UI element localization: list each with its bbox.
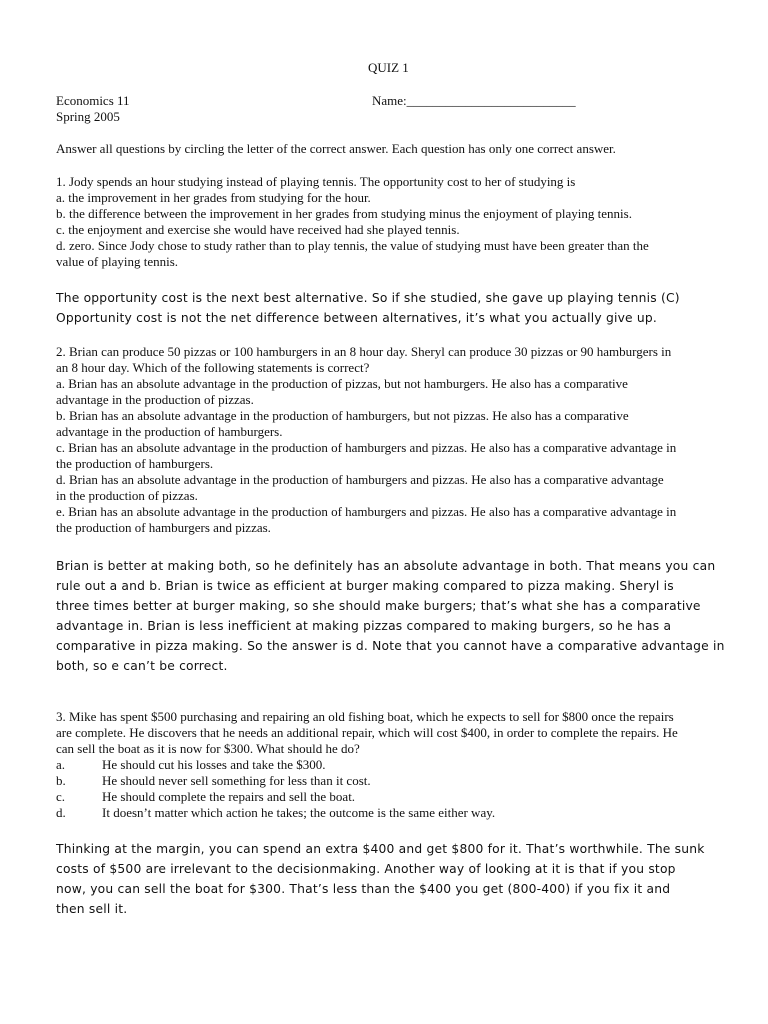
question-1-option-d: d. zero. Since Jody chose to study rather than to play tennis, the value of studying must have been greater than the [56, 238, 649, 253]
question-3-option-a [56, 757, 746, 773]
question-1-option-c: c. the enjoyment and exercise she would have received had she played tennis. [56, 222, 460, 237]
option-text: He should complete the repairs and sell the boat. [102, 789, 356, 804]
answer-2-line: comparative in pizza making. So the answer is d. Note that you cannot have a comparative advantage in [56, 639, 725, 653]
name-blank: __________________________ [406, 93, 576, 108]
answer-1-line: Opportunity cost is not the net difference between alternatives, it’s what you actually give up. [56, 311, 658, 325]
option-text: He should never sell something for less than it cost. [102, 773, 371, 788]
term: Spring 2005 [56, 109, 120, 124]
answer-3-line: then sell it. [56, 902, 128, 916]
question-2-option-b: b. Brian has an absolute advantage in the production of hamburgers, but not pizzas. He also has a comparative [56, 408, 629, 423]
question-2-option-e: e. Brian has an absolute advantage in the production of hamburgers and pizzas. He also has a comparative advantage in [56, 504, 677, 519]
question-1-option-a: a. the improvement in her grades from studying for the hour. [56, 190, 371, 205]
question-3-stem: 3. Mike has spent $500 purchasing and repairing an old fishing boat, which he expects to sell for $800 once the repairs [56, 709, 674, 724]
question-3-option-c [56, 789, 746, 805]
question-1 [56, 174, 736, 270]
name-label: Name: [372, 93, 407, 108]
option-text: It doesn’t matter which action he takes; the outcome is the same either way. [102, 805, 496, 820]
question-1-stem: 1. Jody spends an hour studying instead of playing tennis. The opportunity cost to her of studying is [56, 174, 576, 189]
answer-2-line: advantage in. Brian is less inefficient at making pizzas compared to making burgers, so he has a [56, 619, 672, 633]
answer-3 [56, 839, 746, 919]
answer-2-line: three times better at burger making, so she should make burgers; that’s what she has a comparative [56, 599, 701, 613]
question-2-stem-cont: an 8 hour day. Which of the following statements is correct? [56, 360, 370, 375]
name-field [372, 93, 576, 109]
quiz-title: QUIZ 1 [368, 60, 409, 75]
question-2-option-c: c. Brian has an absolute advantage in the production of hamburgers and pizzas. He also has a comparative advantage in [56, 440, 677, 455]
question-1-option-b: b. the difference between the improvement in her grades from studying minus the enjoyment of playing tennis. [56, 206, 632, 221]
question-1-option-d-cont: value of playing tennis. [56, 254, 179, 269]
option-letter: b. [56, 773, 66, 788]
question-2-option-d-cont: in the production of pizzas. [56, 488, 198, 503]
question-3-option-b [56, 773, 746, 789]
option-letter: c. [56, 789, 66, 804]
question-3-stem-cont: are complete. He discovers that he needs an additional repair, which will cost $400, in order to complete the repairs. He [56, 725, 678, 740]
question-2-option-e-cont: the production of hamburgers and pizzas. [56, 520, 271, 535]
answer-1 [56, 288, 746, 328]
answer-2 [56, 556, 746, 676]
option-letter: d. [56, 805, 66, 820]
question-2-option-b-cont: advantage in the production of hamburgers. [56, 424, 283, 439]
question-2 [56, 344, 746, 536]
question-2-option-c-cont: the production of hamburgers. [56, 456, 214, 471]
answer-3-line: Thinking at the margin, you can spend an extra $400 and get $800 for it. That’s worthwhile. The sunk [56, 842, 705, 856]
answer-1-line: The opportunity cost is the next best alternative. So if she studied, she gave up playing tennis (C) [56, 291, 680, 305]
question-3-stem-cont: can sell the boat as it is now for $300. What should he do? [56, 741, 360, 756]
question-3 [56, 709, 746, 821]
answer-3-line: now, you can sell the boat for $300. That’s less than the $400 you get (800-400) if you fix it and [56, 882, 671, 896]
course-name: Economics 11 [56, 93, 130, 108]
answer-3-line: costs of $500 are irrelevant to the decisionmaking. Another way of looking at it is that if you stop [56, 862, 676, 876]
answer-2-line: rule out a and b. Brian is twice as efficient at burger making compared to pizza making. Sheryl is [56, 579, 674, 593]
question-2-stem: 2. Brian can produce 50 pizzas or 100 hamburgers in an 8 hour day. Sheryl can produce 30 pizzas or 90 hamburgers in [56, 344, 672, 359]
answer-2-line: Brian is better at making both, so he definitely has an absolute advantage in both. That means you can [56, 559, 716, 573]
option-text: He should cut his losses and take the $300. [102, 757, 326, 772]
question-3-option-d [56, 805, 746, 821]
instructions: Answer all questions by circling the letter of the correct answer. Each question has only one correct answer. [56, 141, 616, 156]
answer-2-line: both, so e can’t be correct. [56, 659, 228, 673]
question-2-option-a: a. Brian has an absolute advantage in the production of pizzas, but not hamburgers. He also has a comparative [56, 376, 628, 391]
question-2-option-d: d. Brian has an absolute advantage in the production of hamburgers and pizzas. He also has a comparative advantage [56, 472, 664, 487]
question-2-option-a-cont: advantage in the production of pizzas. [56, 392, 254, 407]
option-letter: a. [56, 757, 66, 772]
